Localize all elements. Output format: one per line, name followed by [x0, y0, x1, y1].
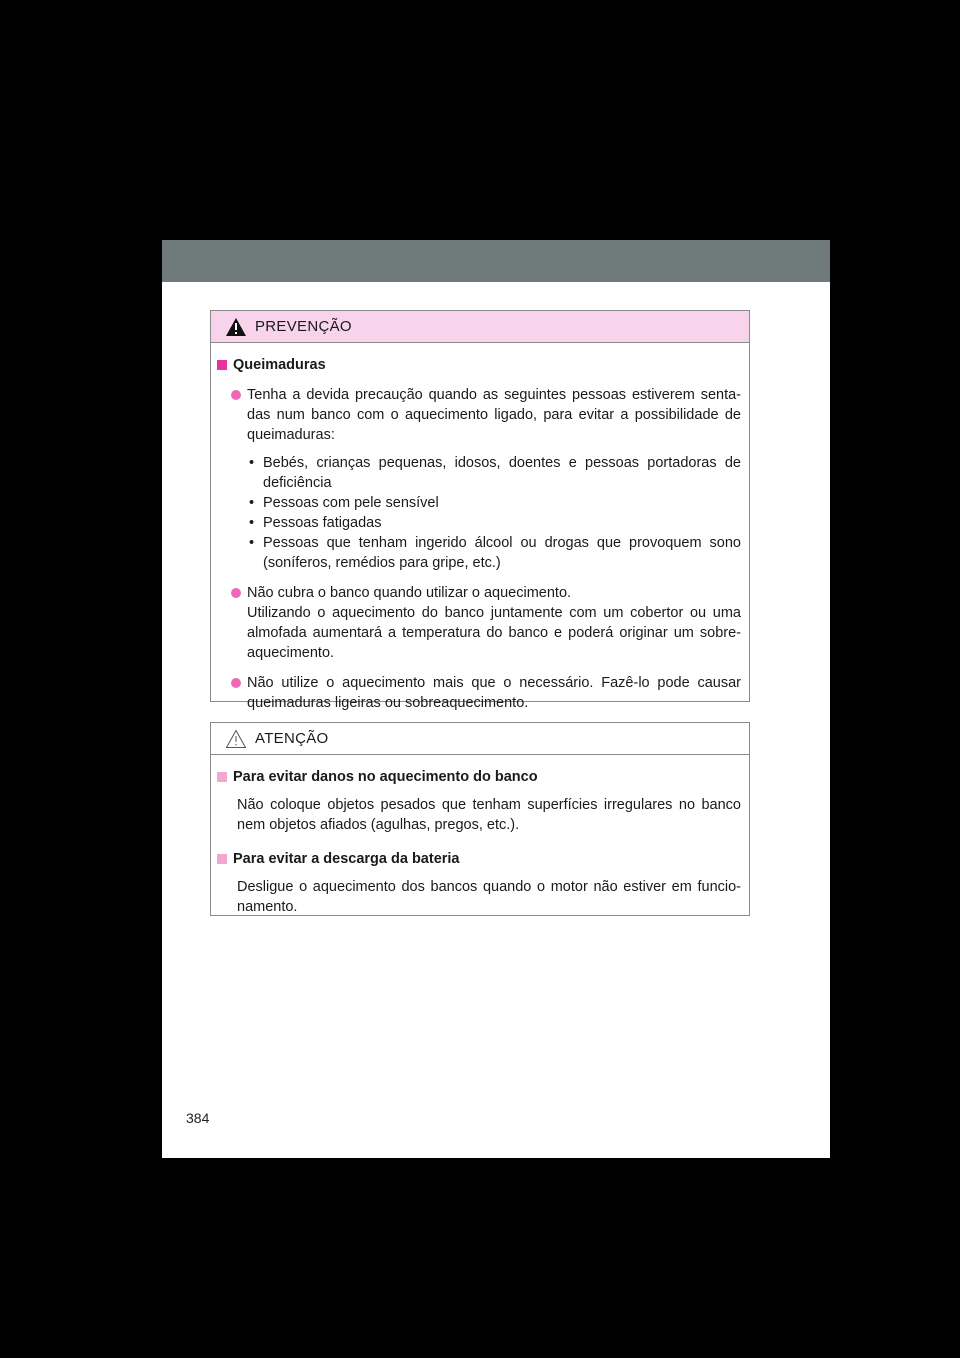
page-number: 384 — [186, 1110, 210, 1126]
notice-body — [211, 755, 749, 917]
square-bullet-icon — [217, 772, 227, 782]
page-header-bar — [162, 240, 830, 282]
square-bullet-icon — [217, 854, 227, 864]
caution-triangle-icon — [225, 729, 247, 749]
section-text: Não coloque objetos pesados que tenham superfícies irregulares no banco nem objetos afiados (agulhas, pregos, etc.). — [237, 797, 741, 833]
section-title-seat-heater: Para evitar danos no aquecimento do banco — [217, 767, 741, 787]
section-text: Desligue o aquecimento dos bancos quando o motor não estiver em funcio-namento. — [237, 879, 741, 915]
list-item: • Bebés, crianças pequenas, idosos, doentes e pessoas portadoras de deficiência — [249, 455, 741, 491]
list-item: • Pessoas fatigadas — [249, 515, 382, 531]
warning-header — [211, 311, 749, 343]
warning-box — [210, 310, 750, 711]
section-title-burns: Queimaduras — [217, 355, 741, 375]
notice-header — [211, 723, 749, 755]
list-item: • Pessoas com pele sensível — [249, 495, 439, 511]
circle-bullet-icon — [231, 588, 241, 598]
warning-title: PREVENÇÃO — [255, 318, 352, 335]
list-item: Não utilize o aquecimento mais que o necessário. Fazê-lo pode causar queimaduras ligeiras ou sobreaquecimento. — [217, 673, 741, 713]
notice-title: ATENÇÃO — [255, 730, 329, 747]
section-title-battery: Para evitar a descarga da bateria — [217, 849, 741, 869]
notice-box — [210, 722, 750, 916]
list-item: • Pessoas que tenham ingerido álcool ou drogas que provoquem sono (soníferos, remédios para gripe, etc.) — [249, 535, 741, 571]
warning-triangle-icon — [225, 317, 247, 337]
manual-page — [162, 240, 830, 1158]
circle-bullet-icon — [231, 678, 241, 688]
warning-body — [211, 343, 749, 713]
square-bullet-icon — [217, 360, 227, 370]
list-item: Não cubra o banco quando utilizar o aquecimento. Utilizando o aquecimento do banco juntamente com um cobertor ou uma almofada aumentará a temperatura do banco e poderá originar um sobre-aquecimento. — [217, 583, 741, 663]
circle-bullet-icon — [231, 390, 241, 400]
bullet-list — [217, 453, 741, 573]
list-item: Tenha a devida precaução quando as seguintes pessoas estiverem senta-das num banco com o aquecimento ligado, para evitar a possibilidade de queimaduras: — [217, 385, 741, 445]
